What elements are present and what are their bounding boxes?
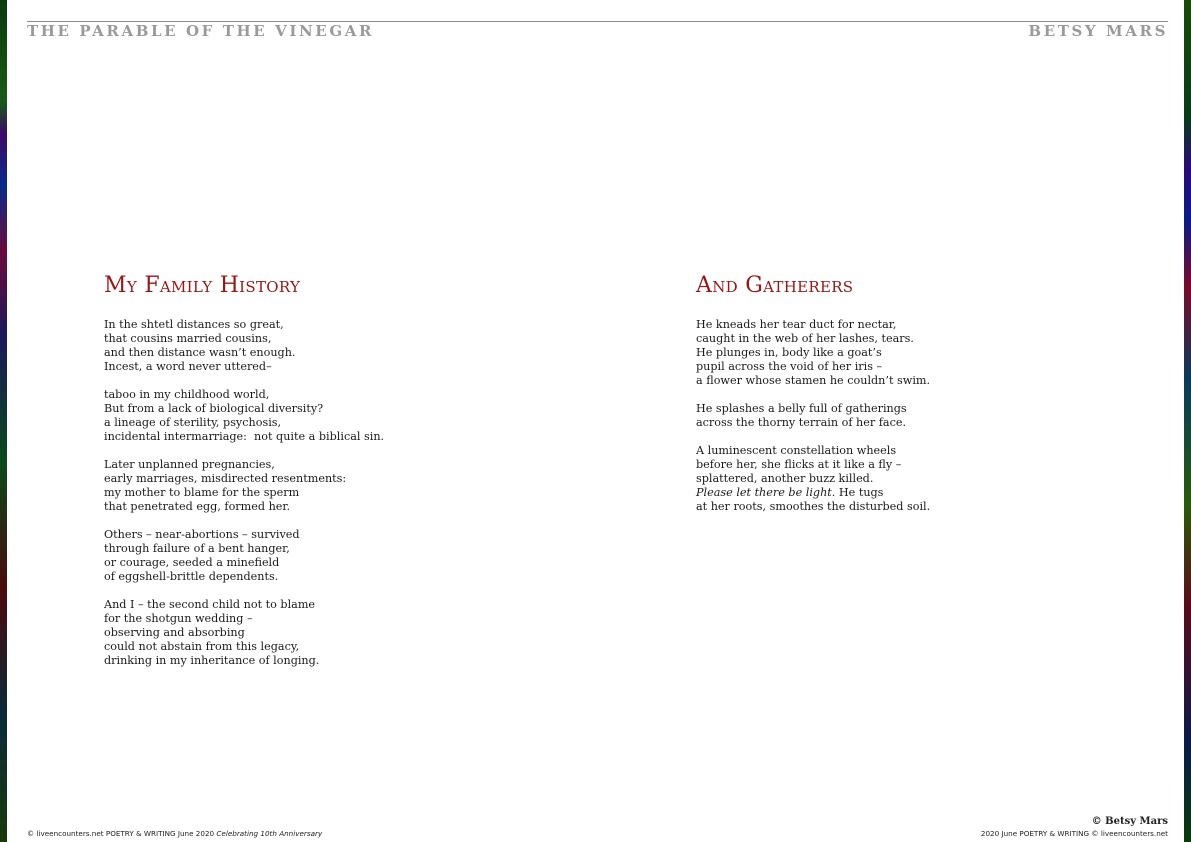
poem-line: could not abstain from this legacy, [104,640,300,653]
poem-title: And Gatherers [696,273,854,298]
poem-line: Incest, a word never uttered– [104,360,272,373]
stanza [696,402,1136,430]
poem-line: A luminescent constellation wheels [696,444,897,457]
poem-line: In the shtetl distances so great, [104,318,284,331]
stanza [104,318,544,374]
footer-left-text: © liveencounters.net POETRY & WRITING June 2020 [27,829,217,838]
stanza [696,318,1136,388]
poem-line: caught in the web of her lashes, tears. [696,332,914,345]
poem-line: incidental intermarriage: not quite a biblical sin. [104,430,385,443]
right-edge-decoration [1184,0,1191,842]
italic-phrase: Please let there be light. [696,486,836,499]
running-title: THE PARABLE OF THE VINEGAR [27,22,375,40]
line-rest: He tugs [835,486,884,499]
poem-line: and then distance wasn’t enough. [104,346,296,359]
poem-line [696,486,1136,500]
poem-line: a flower whose stamen he couldn’t swim. [696,374,931,387]
running-author: BETSY MARS [1028,22,1168,40]
footer-left [27,829,322,838]
poem-line: across the thorny terrain of her face. [696,416,907,429]
poem-line: that cousins married cousins, [104,332,272,345]
poem-line: early marriages, misdirected resentments: [104,472,347,485]
stanza [696,444,1136,514]
poem-line: Others – near-abortions – survived [104,528,300,541]
poem-line: at her roots, smoothes the disturbed soil. [696,500,931,513]
poem-line: He plunges in, body like a goat’s [696,346,882,359]
poem-line: Later unplanned pregnancies, [104,458,275,471]
poem-line: observing and absorbing [104,626,245,639]
poem-and-gatherers [696,273,1136,528]
footer-left-italic: Celebrating 10th Anniversary [216,829,323,838]
poem-line: He splashes a belly full of gatherings [696,402,907,415]
poem-line: pupil across the void of her iris – [696,360,883,373]
magazine-spread [7,0,1184,842]
poem-line: or courage, seeded a minefield [104,556,280,569]
poem-my-family-history [104,273,544,682]
poem-line: that penetrated egg, formed her. [104,500,291,513]
poem-line: drinking in my inheritance of longing. [104,654,320,667]
poem-line: before her, she flicks at it like a fly – [696,458,902,471]
poem-line: splattered, another buzz killed. [696,472,874,485]
poem-line: of eggshell-brittle dependents. [104,570,279,583]
left-edge-decoration [0,0,7,842]
poem-line: But from a lack of biological diversity? [104,402,324,415]
stanza [104,388,544,444]
stanza [104,598,544,668]
poem-line: my mother to blame for the sperm [104,486,300,499]
poem-line: a lineage of sterility, psychosis, [104,416,282,429]
footer-right: 2020 June POETRY & WRITING © liveencounters.net [980,829,1168,838]
poem-title: My Family History [104,273,301,298]
poem-line: taboo in my childhood world, [104,388,270,401]
stanza [104,458,544,514]
poem-line: for the shotgun wedding – [104,612,253,625]
poem-line: And I – the second child not to blame [104,598,316,611]
author-copyright: © Betsy Mars [1091,816,1168,827]
stanza [104,528,544,584]
poem-line: He kneads her tear duct for nectar, [696,318,897,331]
poem-line: through failure of a bent hanger, [104,542,290,555]
